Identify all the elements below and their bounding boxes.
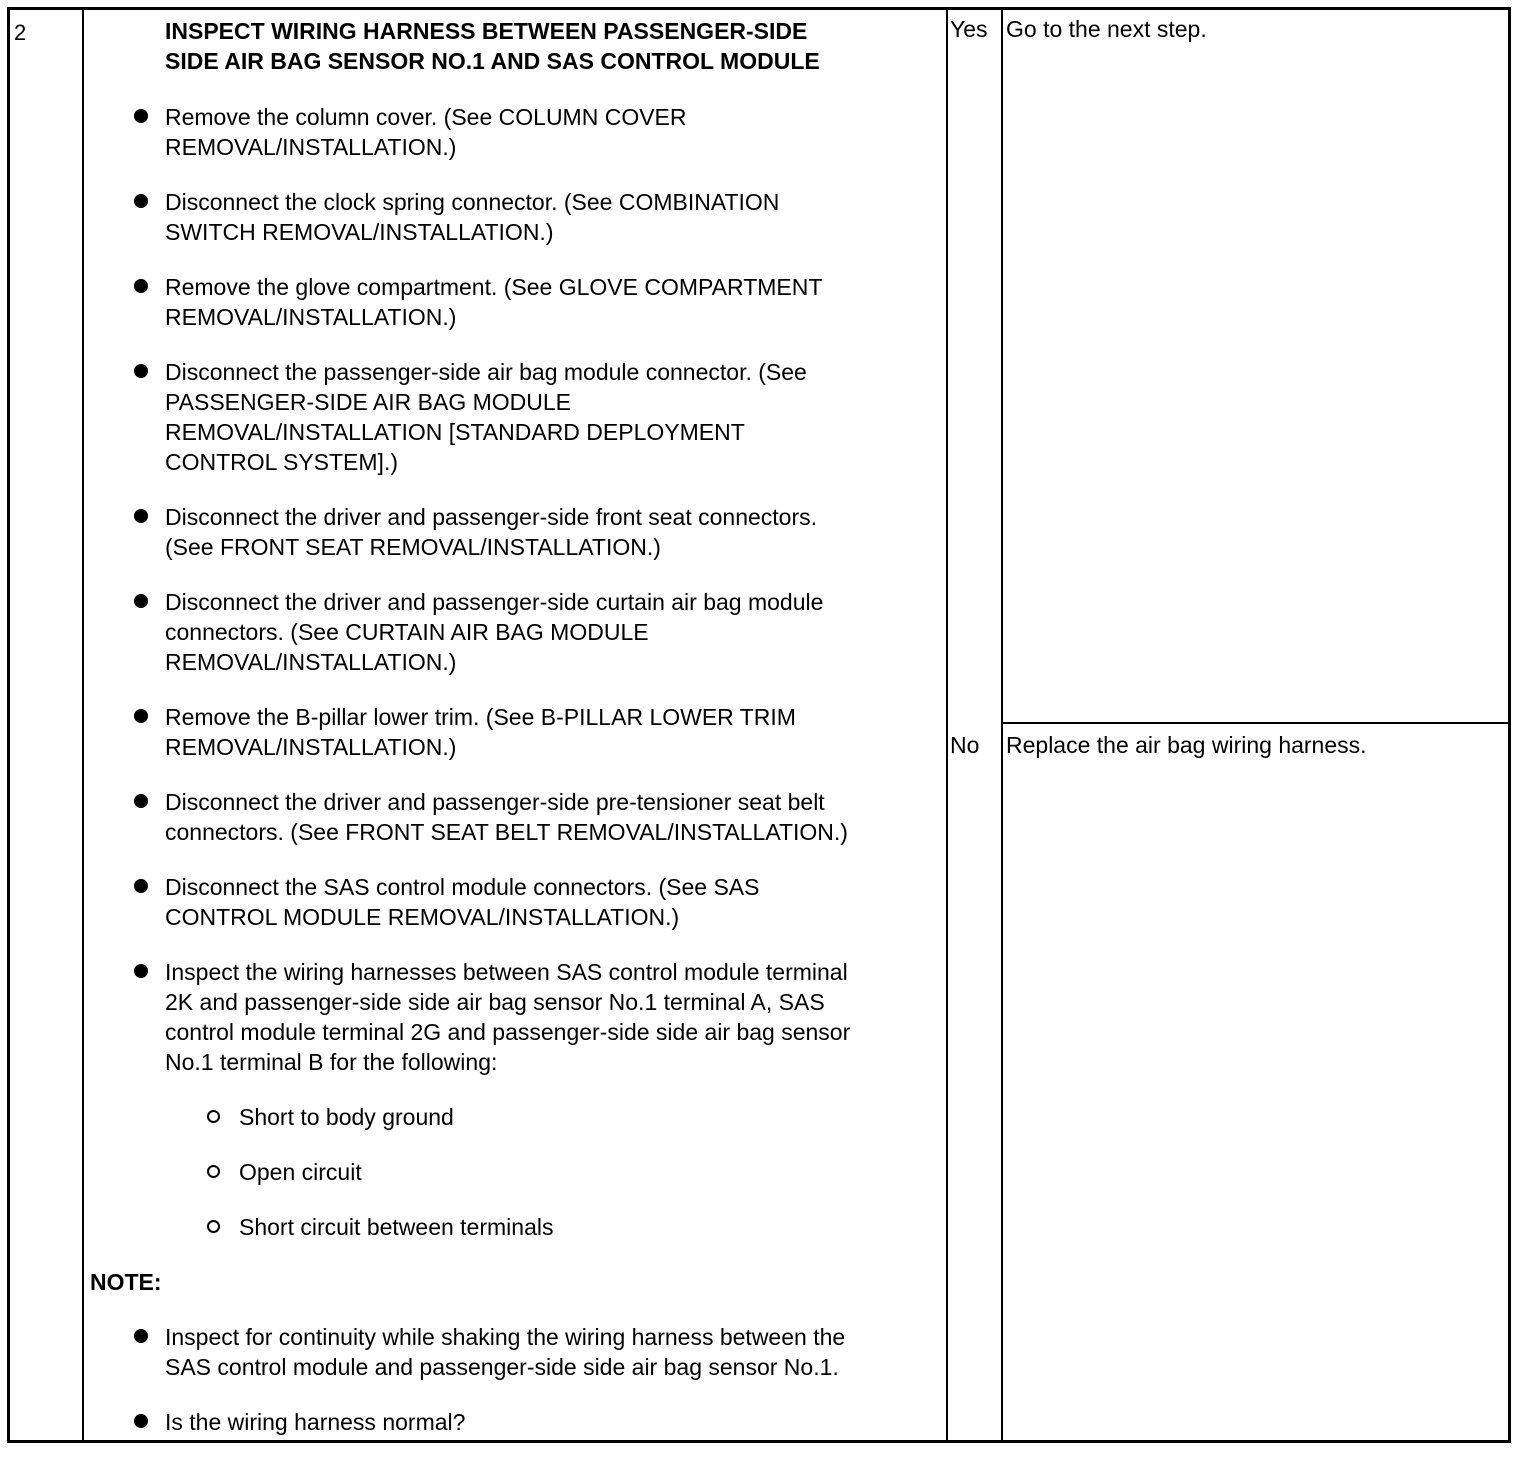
- bullet-text-line: CONTROL SYSTEM].): [165, 449, 398, 475]
- bullet-item: [90, 502, 945, 562]
- note-label: NOTE:: [90, 1269, 162, 1295]
- bullet-text-line: Disconnect the driver and passenger-side pre-tensioner seat belt: [165, 789, 825, 815]
- bullet-text-line: Disconnect the driver and passenger-side curtain air bag module: [165, 589, 824, 615]
- bullet-dot-icon: [134, 364, 148, 378]
- bullet-text-line: Disconnect the passenger-side air bag module connector. (See: [165, 359, 807, 385]
- bullet-dot-icon: [134, 794, 148, 808]
- check-item-text: Open circuit: [239, 1159, 362, 1185]
- bullet-text-line: CONTROL MODULE REMOVAL/INSTALLATION.): [165, 904, 680, 930]
- procedure-bullet-list: [90, 102, 945, 1077]
- bullet-text-line: connectors. (See CURTAIN AIR BAG MODULE: [165, 619, 649, 645]
- bullet-text-line: SAS control module and passenger-side side air bag sensor No.1.: [165, 1354, 839, 1380]
- bullet-text-line: Disconnect the driver and passenger-side front seat connectors.: [165, 504, 818, 530]
- bullet-text-line: Inspect for continuity while shaking the wiring harness between the: [165, 1324, 846, 1350]
- bullet-text-line: Disconnect the clock spring connector. (See COMBINATION: [165, 189, 780, 215]
- check-item-text: Short to body ground: [239, 1104, 454, 1130]
- hollow-bullet-icon: [207, 1220, 220, 1233]
- check-item: [90, 1102, 945, 1132]
- bullet-dot-icon: [134, 509, 148, 523]
- bullet-text-line: REMOVAL/INSTALLATION.): [165, 734, 457, 760]
- check-item-list: [90, 1102, 945, 1242]
- bullet-text-line: REMOVAL/INSTALLATION [STANDARD DEPLOYMENT: [165, 419, 745, 445]
- bullet-text-line: SWITCH REMOVAL/INSTALLATION.): [165, 219, 554, 245]
- bullet-text-line: Remove the column cover. (See COLUMN COVER: [165, 104, 687, 130]
- bullet-item: [90, 1407, 945, 1437]
- bullet-item: [90, 587, 945, 677]
- check-item: [90, 1212, 945, 1242]
- bullet-text-line: Remove the B-pillar lower trim. (See B-PILLAR LOWER TRIM: [165, 704, 796, 730]
- step-number: 2: [14, 20, 27, 45]
- bullet-dot-icon: [134, 109, 148, 123]
- yes-action: Go to the next step.: [1006, 16, 1207, 42]
- column-divider-inspection: [946, 10, 948, 1440]
- bullet-item: [90, 702, 945, 762]
- bullet-item: [90, 187, 945, 247]
- column-divider-step: [82, 10, 84, 1440]
- hollow-bullet-icon: [207, 1110, 220, 1123]
- note-bullet-list: [90, 1322, 945, 1437]
- no-label: No: [950, 732, 980, 758]
- bullet-text-line: REMOVAL/INSTALLATION.): [165, 649, 457, 675]
- bullet-text-line: PASSENGER-SIDE AIR BAG MODULE: [165, 389, 572, 415]
- bullet-dot-icon: [134, 594, 148, 608]
- bullet-item: [90, 357, 945, 477]
- bullet-text-line: (See FRONT SEAT REMOVAL/INSTALLATION.): [165, 534, 661, 560]
- step-heading: [165, 16, 945, 76]
- bullet-text-line: Disconnect the SAS control module connectors. (See SAS: [165, 874, 760, 900]
- column-divider-result: [1001, 10, 1003, 1440]
- bullet-dot-icon: [134, 1329, 148, 1343]
- bullet-text-line: REMOVAL/INSTALLATION.): [165, 134, 457, 160]
- inspection-content: [90, 16, 945, 1462]
- yes-label: Yes: [950, 16, 988, 42]
- bullet-dot-icon: [134, 194, 148, 208]
- step-heading-line: SIDE AIR BAG SENSOR NO.1 AND SAS CONTROL MODULE: [165, 48, 820, 74]
- bullet-dot-icon: [134, 964, 148, 978]
- bullet-item: [90, 872, 945, 932]
- bullet-dot-icon: [134, 279, 148, 293]
- bullet-text-line: Is the wiring harness normal?: [165, 1409, 466, 1435]
- hollow-bullet-icon: [207, 1165, 220, 1178]
- bullet-dot-icon: [134, 709, 148, 723]
- bullet-text-line: No.1 terminal B for the following:: [165, 1049, 498, 1075]
- check-item-text: Short circuit between terminals: [239, 1214, 554, 1240]
- bullet-text-line: control module terminal 2G and passenger-side side air bag sensor: [165, 1019, 851, 1045]
- bullet-item: [90, 272, 945, 332]
- procedure-table: [7, 7, 1511, 1443]
- bullet-item: [90, 1322, 945, 1382]
- bullet-item: [90, 102, 945, 162]
- no-action: Replace the air bag wiring harness.: [1006, 732, 1367, 758]
- bullet-text-line: Inspect the wiring harnesses between SAS control module terminal: [165, 959, 848, 985]
- bullet-item: [90, 787, 945, 847]
- bullet-item: [90, 957, 945, 1077]
- bullet-text-line: 2K and passenger-side side air bag sensor No.1 terminal A, SAS: [165, 989, 825, 1015]
- bullet-text-line: REMOVAL/INSTALLATION.): [165, 304, 457, 330]
- result-row-divider: [1003, 722, 1508, 724]
- bullet-text-line: connectors. (See FRONT SEAT BELT REMOVAL/INSTALLATION.): [165, 819, 848, 845]
- bullet-dot-icon: [134, 1414, 148, 1428]
- check-item: [90, 1157, 945, 1187]
- bullet-text-line: Remove the glove compartment. (See GLOVE COMPARTMENT: [165, 274, 823, 300]
- step-heading-line: INSPECT WIRING HARNESS BETWEEN PASSENGER-SIDE: [165, 18, 808, 44]
- bullet-dot-icon: [134, 879, 148, 893]
